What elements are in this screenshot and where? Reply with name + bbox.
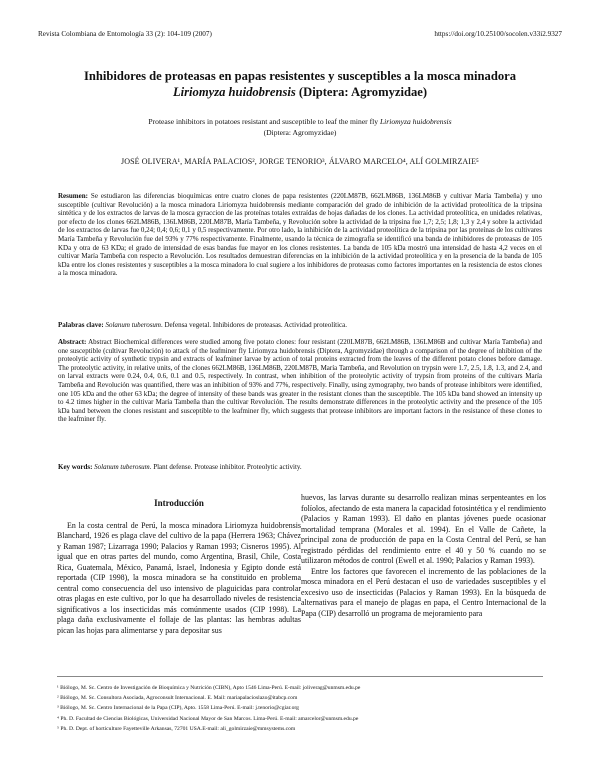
resumen-text: Se estudiaron las diferencias bioquímicas entre cuatro clones de papa resistentes (220LM87B, 662LM86B, 136LM86B y cultivar María Tambeña) y uno susceptible (cultivar Revolución) a la mosca minadora Liriomyza huidobrensis mediante comparación del grado de inhibición de la actividad proteolítica de la tripsina sintética y de los extractos de larvas de la mosca gyraccion de las proteínas totales extraídas de hojas dañadas de los clones. La actividad proteolítica, en unidades relativas, por efecto de los clones 662LM86B, 136LM86B, 220LM87B, María Tambeña, y Revolución sobre la actividad de la tripsina fue 1,7; 2,5; 1,8; 1,3 y 2,4 y sobre la actividad de los extractos de larvas fue 0,24; 0,4; 0,6; 0,1 y 0,5 respectivamente. Por otro lado, la inhibición de la actividad proteolítica de la tripsina por las proteínas de los cultivares María Tambeña y Revolución fue del 93% y 77% respectivamente. Finalmente, usando la técnica de zimografía se identificó una banda de inhibidores de proteasas de 105 KDa y otra de 63 KDa; el grado de intensidad de esas bandas fue mayor en los clones resistentes. La banda de 105 kDa mostró una intensidad de hasta 4,2 veces en el cultivar María Tambeña con respecto a Revolución. Los resultados demuestran diferencias en la inhibición de la actividad proteolítica y en la presencia de la banda de 105 kDa entre los clones resistentes y susceptibles a la mosca minadora lo cual sugiere a los inhibidores de proteasas como factores importantes en la resistencia de estos clones a la mosca minadora. bbox=[58, 192, 542, 278]
title-line-1: Inhibidores de proteasas en papas resistentes y susceptibles a la mosca minadora bbox=[83, 69, 517, 83]
key-words-species: Solanum tuberosum bbox=[94, 463, 150, 471]
title-line-2 bbox=[40, 84, 560, 100]
footnotes bbox=[57, 676, 543, 734]
footnote-4: ⁴ Ph. D. Facultad de Ciencias Biológicas, Universidad Nacional Mayor de San Marcos. Lima-Perú. E-mail: amarcelor@unmsm.edu.pe bbox=[57, 715, 359, 722]
key-words-text: . Plant defense. Protease inhibitor. Proteolytic activity. bbox=[149, 463, 302, 471]
resumen-block bbox=[58, 192, 542, 278]
english-title-taxon: (Diptera: Agromyzidae) bbox=[263, 128, 337, 137]
section-heading-introduccion: Introducción bbox=[154, 498, 204, 508]
intro-paragraph-1: En la costa central de Perú, la mosca minadora Liriomyza huidobrensis Blanchard, 1926 es plaga clave del cultivo de la papa (Herrera 1963; Chávez y Raman 1987; Lizarraga 1990; Palacios y Raman 1993; Cisneros 1995). Al igual que en otras partes del mundo, como Argentina, Brasil, Chile, Costa Rica, Guatemala, México, Panamá, Israel, Indonesia y Egipto donde está reportada (CIP 1998), la mosca minadora se ha constituido en problema central como consecuencia del uso intensivo de plaguicidas para controlar otras plagas en este cultivo, por lo que ha desarrollado niveles de resistencia significativos a los insecticidas más comúnmente usados (CIP 1998). La plaga daña exclusivamente el follaje de las plantas: las hembras adultas pican las hojas para alimentarse y para depositar sus bbox=[57, 520, 301, 635]
right-column bbox=[301, 493, 546, 619]
abstract-block bbox=[58, 338, 542, 424]
intro-paragraph-1-cont: huevos, las larvas durante su desarrollo realizan minas serpenteantes en los folíolos, afectando de esta manera la capacidad fotosintética y el rendimiento (Palacios y Raman 1993). El daño en plantas jóvenes puede ocasionar mortalidad temprana (Morales et al. 1994). En el Valle de Cañete, la principal zona de producción de papa en la Costa Central del Perú, se han registrado pérdidas del rendimiento entre el 40 y 50 % cuando no se utilizaron métodos de control (Ewell et al. 1990; Palacios y Raman 1993). bbox=[301, 493, 546, 565]
footnote-2: ² Biólogo, M. Sc. Consultora Asociada, Agroconsult Internacional. E. Mail: mariapalacioslazo@itabcp.com bbox=[57, 695, 298, 702]
palabras-clave bbox=[58, 321, 542, 330]
left-column bbox=[57, 498, 301, 636]
intro-paragraph-2: Entre los factores que favorecen el incremento de las poblaciones de la mosca minadora en el Perú destacan el uso de variedades susceptibles y el excesivo uso de insecticidas (Palacios y Raman 1993). En la búsqueda de alternativas para el manejo de plagas en papa, el Centro Internacional de la Papa (CIP) desarrolló un programa de mejoramiento para bbox=[301, 566, 546, 618]
key-words bbox=[58, 463, 542, 472]
doi-link[interactable]: https://doi.org/10.25100/socolen.v33i2.9327 bbox=[434, 30, 562, 38]
footnote-3: ³ Biólogo, M. Sc. Centro Internacional de la Papa (CIP), Apto. 1558 Lima-Perú. E-mail: j.tenorio@cgiar.org bbox=[57, 705, 299, 712]
journal-citation: Revista Colombiana de Entomología 33 (2): 104-109 (2007) bbox=[38, 30, 212, 38]
title-species: Liriomyza huidobrensis bbox=[172, 85, 296, 99]
english-title bbox=[60, 116, 540, 138]
article-title bbox=[40, 68, 560, 100]
english-title-species: Liriomyza huidobrensis bbox=[379, 117, 452, 126]
resumen-label: Resumen: bbox=[58, 192, 88, 200]
footnote-5: ⁵ Ph. D. Dept. of horticulture Fayetteville Arkansas, 72701 USA.E-mail: ali_golmirzaie@mmsystems.com bbox=[57, 725, 296, 732]
palabras-clave-species: Solanum tuberosum bbox=[105, 321, 161, 329]
english-title-text: Protease inhibitors in potatoes resistant and susceptible to leaf the miner fly bbox=[148, 117, 380, 126]
abstract-text: Abstract Biochemical differences were studied among five potato clones: four resistant (220LM87B, 662LM86B, 136LM86B and cultivar María Tambeña) and one susceptible (cultivar Revolución) to attack of the leafminer fly Liriomyza huidobrensis (Diptera, Agromyzidae) through a comparison of the degree of inhibition of the proteolytic activity of synthetic trypsin and extracts of leafminer larvae by action of total proteins extracted from the leaves of the different potato clones before damage. The proteolytic activity, in relative units, of the clones 662LM86B, 136LM86B, 220LM87B, María Tambeña, and Revolution on trypsin were 1.7, 2.5, 1.8, 1.3, and 2.4, and on larval extracts were 0.24, 0.4, 0.6, 0.1 and 0.5, respectively. In contrast, when inhibition of the proteolytic activity of trypsin from proteins of the cultivars María Tambeña and Revolución was quantified, there was an inhibition of 93% and 77%, respectively. Finally, using zymography, two bands of protease inhibitors were identified, one 105 kDa and the other 63 kDa; the degree of intensity of these bands was greater in the resistant clones than the susceptible. The 105 kDa band showed an intensity up to 4.2 times higher in the cultivar María Tambeña than the cultivar Revolución. The results demonstrate differences in the proteolytic activity and the presence of the 105 kDa band between the clones resistant and susceptible to the leafminer fly, which suggests that protease inhibitors are important factors in the resistance of these clones to the leafminer fly. bbox=[58, 338, 542, 424]
author-list: JOSÉ OLIVERA¹, MARÍA PALACIOS², JORGE TENORIO³, ÁLVARO MARCELO⁴, ALÍ GOLMIRZAIE⁵ bbox=[121, 157, 479, 166]
footnote-1: ¹ Biólogo, M. Sc. Centro de Investigación de Bioquímica y Nutrición (CIBN), Apto 1546 Lima-Perú. E-mail: joliverag@unmsm.edu.pe bbox=[57, 685, 361, 691]
key-words-label: Key words: bbox=[58, 463, 93, 471]
abstract-label: Abstract: bbox=[58, 338, 87, 346]
palabras-clave-text: . Defensa vegetal. Inhibidores de proteasas. Actividad proteolítica. bbox=[160, 321, 348, 329]
palabras-clave-label: Palabras clave: bbox=[58, 321, 104, 329]
title-taxon: (Diptera: Agromyzidae) bbox=[295, 85, 428, 99]
